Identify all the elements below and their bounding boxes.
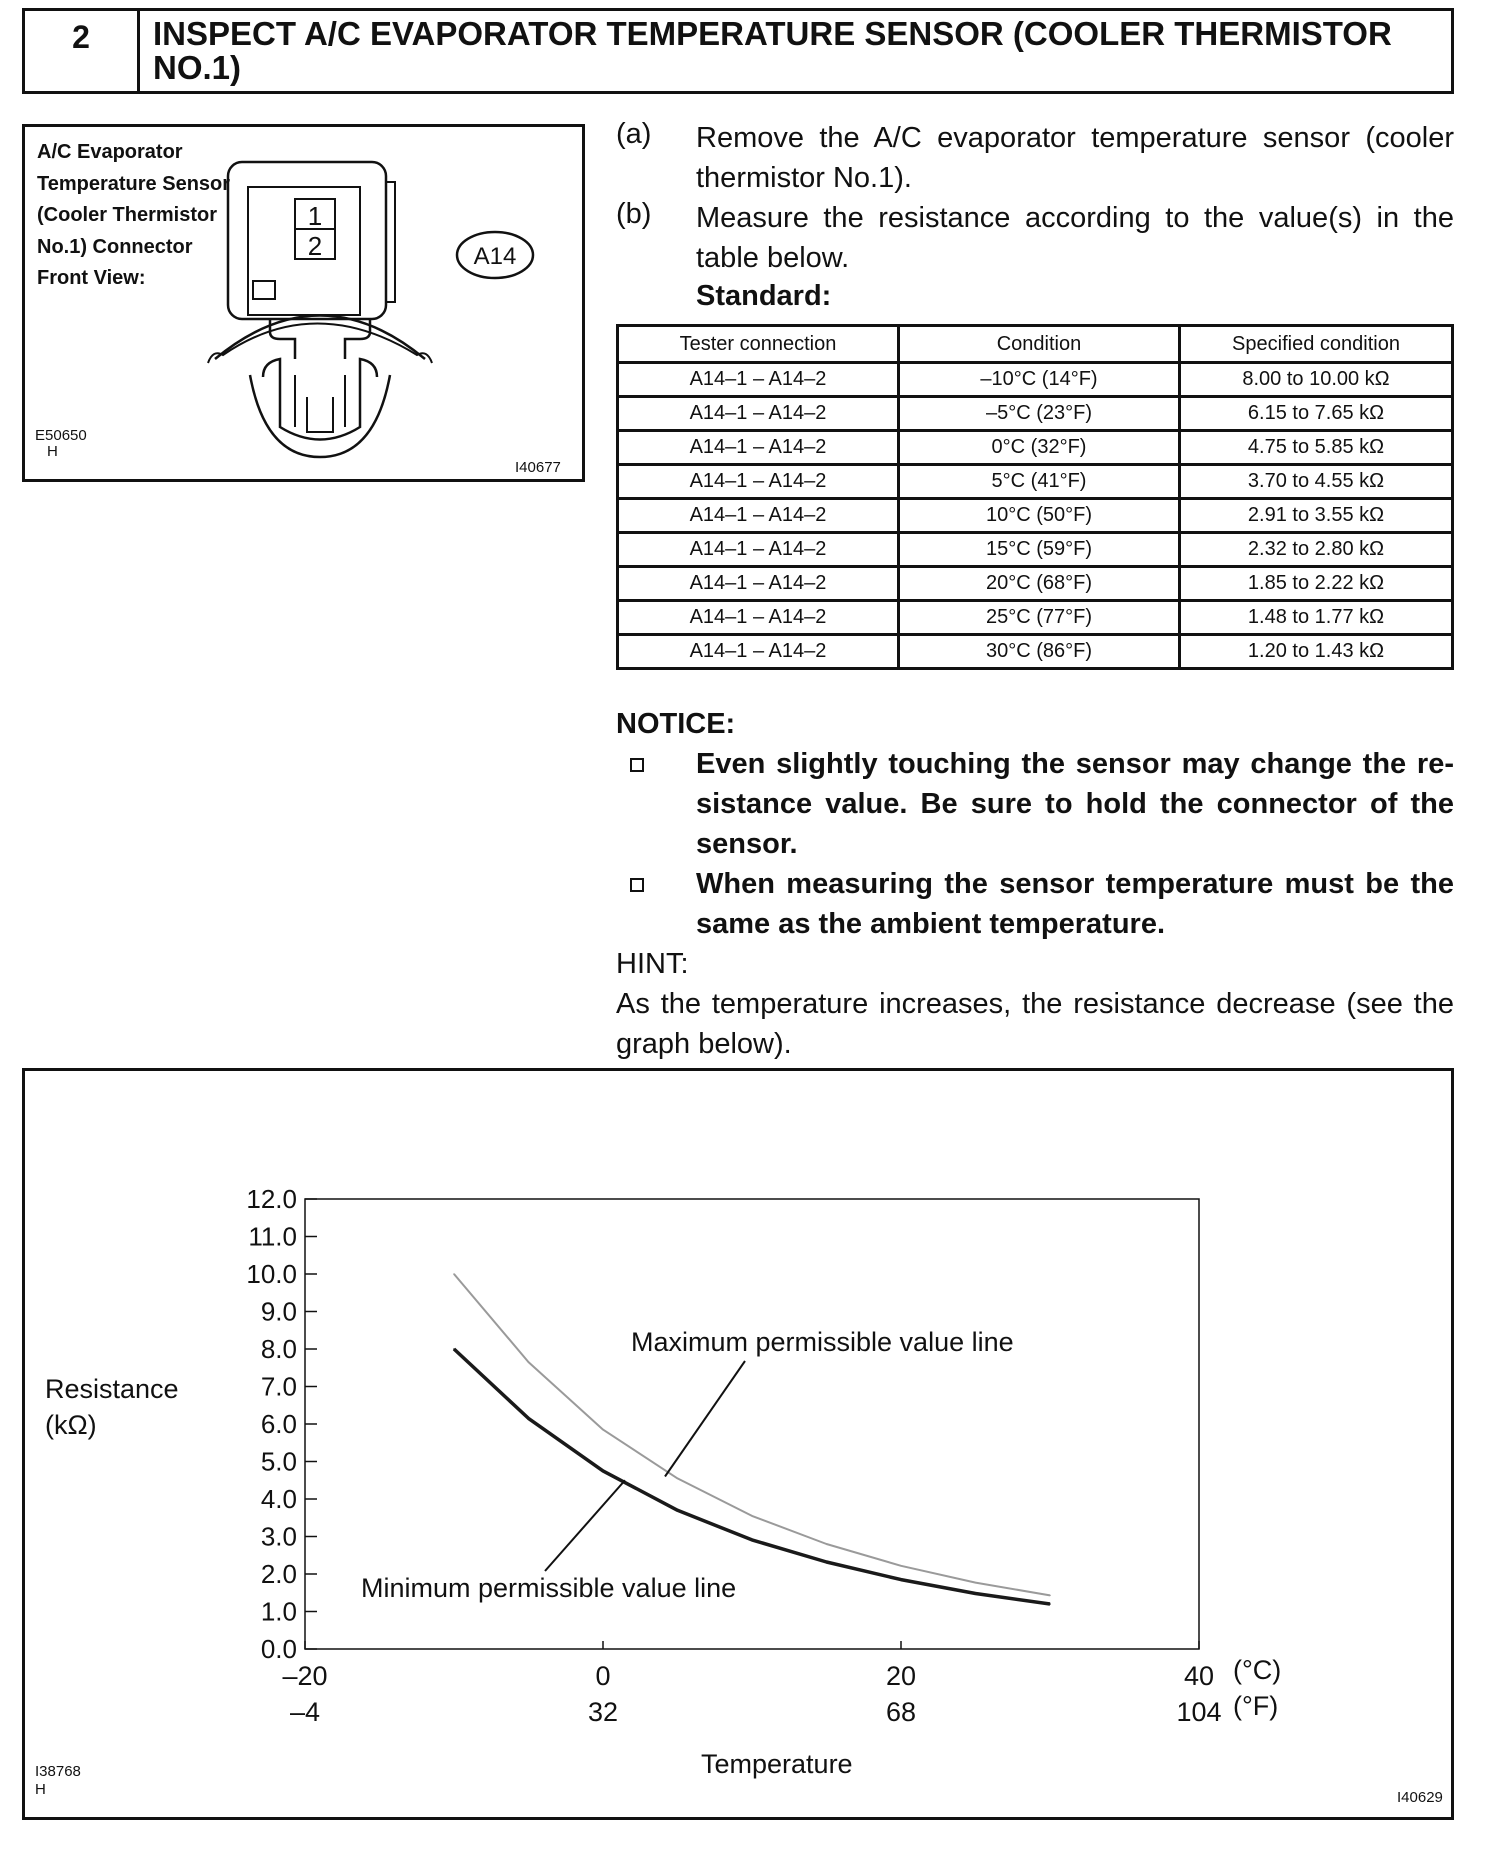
connector-id: A14 xyxy=(473,243,517,270)
max-permissible-line-point xyxy=(1049,1595,1051,1597)
table-cell: 2.91 to 3.55 kΩ xyxy=(1180,499,1453,533)
table-cell: 6.15 to 7.65 kΩ xyxy=(1180,397,1453,431)
section-header xyxy=(22,8,1454,94)
section-title: INSPECT A/C EVAPORATOR TEMPERATURE SENSOR (COOLER THERMISTOR NO.1) xyxy=(153,15,1392,86)
figure-code-left-sub: H xyxy=(47,443,58,460)
table-cell: 0°C (32°F) xyxy=(899,431,1180,465)
spec-table xyxy=(616,324,1454,670)
y-tick-label: 0.0 xyxy=(260,1634,297,1664)
terminal-1-label: 1 xyxy=(307,201,323,231)
notice-title: NOTICE: xyxy=(616,708,736,740)
hint-title: HINT: xyxy=(616,948,689,980)
clip-arc xyxy=(215,316,425,360)
connector-figure xyxy=(22,124,585,482)
graph-code-left: I38768 xyxy=(35,1763,81,1780)
min-permissible-line-point xyxy=(528,1418,530,1420)
table-cell: 1.85 to 2.22 kΩ xyxy=(1180,567,1453,601)
table-cell: A14–1 – A14–2 xyxy=(618,363,899,397)
max-permissible-line-point xyxy=(900,1565,902,1567)
table-cell: 25°C (77°F) xyxy=(899,601,1180,635)
table-cell: 1.20 to 1.43 kΩ xyxy=(1180,635,1453,669)
min-permissible-line-point xyxy=(677,1509,679,1511)
clip-hook xyxy=(250,375,390,457)
min-line-label: Minimum permissible value line xyxy=(361,1573,737,1603)
step-a-text: Remove the A/C evaporator temperature sensor (cooler thermistor No.1). xyxy=(696,122,1454,194)
table-row xyxy=(618,465,1453,499)
notice-item: When measuring the sensor temperature must be the same as the ambient temperature. xyxy=(696,868,1454,940)
table-cell: A14–1 – A14–2 xyxy=(618,465,899,499)
x-tick-label-f: 104 xyxy=(1176,1697,1222,1727)
table-row xyxy=(618,601,1453,635)
y-tick-label: 1.0 xyxy=(260,1596,297,1627)
table-header-cell: Specified condition xyxy=(1180,326,1453,363)
max-permissible-line-point xyxy=(602,1429,604,1431)
max-permissible-line-point xyxy=(826,1543,828,1545)
y-tick-label: 2.0 xyxy=(260,1559,297,1589)
resistance-graph xyxy=(22,1068,1454,1820)
x-unit-c: (°C) xyxy=(1233,1655,1282,1685)
table-cell: 10°C (50°F) xyxy=(899,499,1180,533)
terminal-2-label: 2 xyxy=(307,231,323,261)
min-permissible-line-point xyxy=(453,1348,455,1350)
max-permissible-line-point xyxy=(453,1273,455,1275)
table-row xyxy=(618,397,1453,431)
y-tick-label: 6.0 xyxy=(260,1409,297,1439)
max-permissible-line-point xyxy=(751,1515,753,1517)
hint-text: As the temperature increases, the resistance decrease (see the graph below). xyxy=(616,988,1454,1060)
table-cell: –5°C (23°F) xyxy=(899,397,1180,431)
table-cell: A14–1 – A14–2 xyxy=(618,431,899,465)
bullet-square-icon xyxy=(630,758,644,772)
table-header-cell: Condition xyxy=(899,326,1180,363)
table-cell: 20°C (68°F) xyxy=(899,567,1180,601)
table-cell: 5°C (41°F) xyxy=(899,465,1180,499)
table-row xyxy=(618,533,1453,567)
min-line-leader xyxy=(545,1480,625,1571)
table-cell: A14–1 – A14–2 xyxy=(618,499,899,533)
y-tick-label: 5.0 xyxy=(260,1446,297,1477)
max-permissible-line-point xyxy=(528,1361,530,1363)
x-tick-label-c: 20 xyxy=(885,1661,917,1691)
figure-code-right: I40677 xyxy=(515,459,561,476)
graph-code-right: I40629 xyxy=(1397,1789,1443,1806)
step-b-text: Measure the resistance according to the value(s) in the table below. xyxy=(696,202,1454,274)
standard-label: Standard: xyxy=(696,280,832,312)
table-cell: A14–1 – A14–2 xyxy=(618,397,899,431)
min-permissible-line-point xyxy=(900,1579,902,1581)
table-row xyxy=(618,363,1453,397)
y-tick-label: 12.0 xyxy=(246,1184,297,1214)
connector-drawing xyxy=(25,127,582,479)
key-slot xyxy=(253,281,275,299)
table-cell: 15°C (59°F) xyxy=(899,533,1180,567)
step-a-letter: (a) xyxy=(616,118,652,150)
table-row xyxy=(618,499,1453,533)
y-axis-title: Resistance (kΩ) xyxy=(45,1374,179,1440)
connector-label: A/C Evaporator Temperature Sensor (Cooler Thermistor No.1) Connector Front View: xyxy=(37,141,231,289)
step-number: 2 xyxy=(25,11,140,91)
y-tick-label: 10.0 xyxy=(246,1259,297,1289)
y-tick-label: 4.0 xyxy=(260,1484,297,1514)
y-tick-label: 7.0 xyxy=(260,1371,297,1402)
table-cell: 8.00 to 10.00 kΩ xyxy=(1180,363,1453,397)
connector-face xyxy=(248,187,360,315)
min-permissible-line-point xyxy=(826,1561,828,1563)
table-header-row xyxy=(618,326,1453,363)
table-cell: A14–1 – A14–2 xyxy=(618,601,899,635)
y-tick-label: 3.0 xyxy=(260,1521,297,1552)
step-b-letter: (b) xyxy=(616,198,652,230)
x-axis-title: Temperature xyxy=(701,1749,853,1779)
y-tick-label: 11.0 xyxy=(248,1221,297,1252)
min-permissible-line-point xyxy=(1049,1603,1051,1605)
max-permissible-line-point xyxy=(677,1478,679,1480)
table-cell: 30°C (86°F) xyxy=(899,635,1180,669)
table-cell: 4.75 to 5.85 kΩ xyxy=(1180,431,1453,465)
x-unit-f: (°F) xyxy=(1233,1691,1279,1721)
min-permissible-line-point xyxy=(975,1593,977,1595)
x-tick-label-c: –20 xyxy=(282,1661,328,1691)
table-cell: 2.32 to 2.80 kΩ xyxy=(1180,533,1453,567)
y-tick-label: 8.0 xyxy=(260,1334,297,1364)
table-cell: A14–1 – A14–2 xyxy=(618,533,899,567)
max-line-label: Maximum permissible value line xyxy=(631,1327,1014,1357)
bullet-square-icon xyxy=(630,878,644,892)
min-permissible-line-point xyxy=(751,1539,753,1541)
figure-code-left: E50650 xyxy=(35,427,87,444)
y-tick-label: 9.0 xyxy=(260,1296,297,1327)
notice-item: Even slightly touching the sensor may change the re-sistance value. Be sure to hold the connector of the sensor. xyxy=(696,748,1454,860)
table-cell: A14–1 – A14–2 xyxy=(618,567,899,601)
min-permissible-line-point xyxy=(602,1470,604,1472)
table-row xyxy=(618,567,1453,601)
table-cell: A14–1 – A14–2 xyxy=(618,635,899,669)
max-permissible-line-point xyxy=(975,1582,977,1584)
x-tick-label-f: –4 xyxy=(289,1697,321,1727)
x-tick-label-f: 32 xyxy=(587,1697,619,1727)
table-row xyxy=(618,635,1453,669)
min-permissible-line xyxy=(454,1349,1050,1604)
table-cell: –10°C (14°F) xyxy=(899,363,1180,397)
x-tick-label-f: 68 xyxy=(885,1697,917,1727)
table-header-cell: Tester connection xyxy=(618,326,899,363)
connector-rib xyxy=(386,182,395,302)
x-tick-label-c: 40 xyxy=(1183,1661,1215,1691)
table-cell: 1.48 to 1.77 kΩ xyxy=(1180,601,1453,635)
table-row xyxy=(618,431,1453,465)
graph-code-left-sub: H xyxy=(35,1781,46,1798)
max-line-leader xyxy=(665,1361,745,1477)
table-cell: 3.70 to 4.55 kΩ xyxy=(1180,465,1453,499)
max-permissible-line xyxy=(454,1274,1050,1595)
x-tick-label-c: 0 xyxy=(595,1661,611,1691)
